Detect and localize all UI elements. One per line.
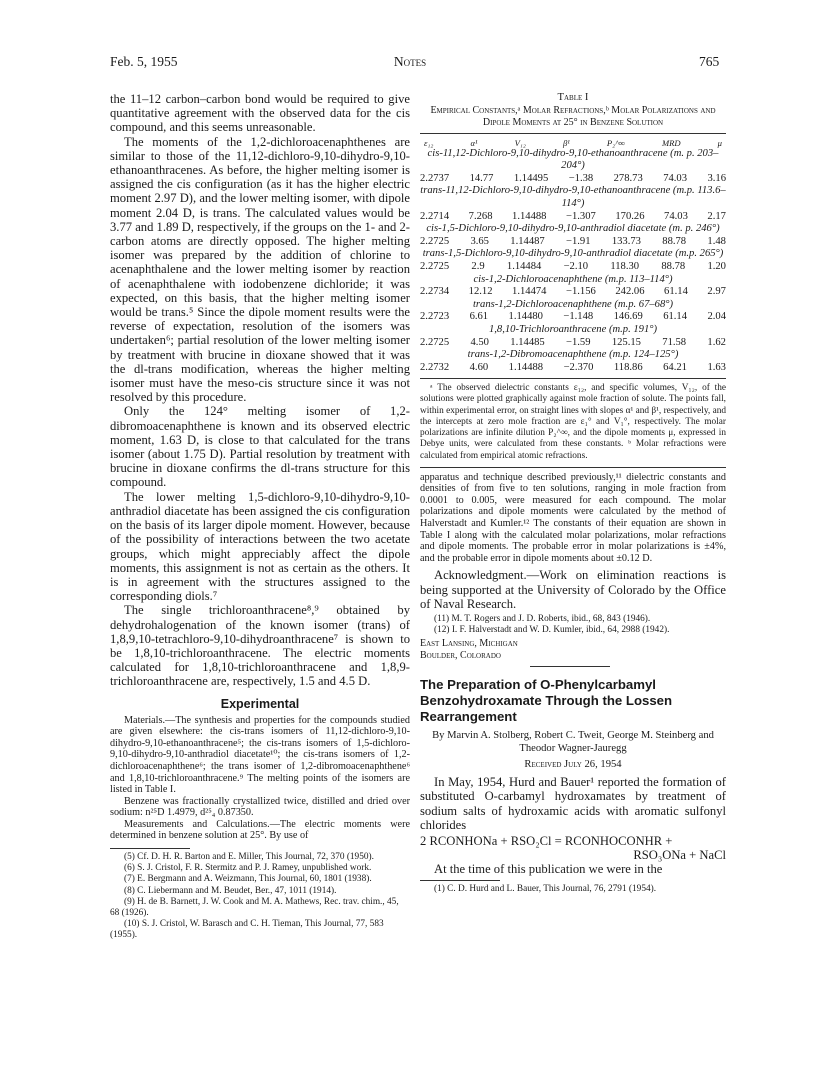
table-cell: 1.14488 — [512, 210, 547, 222]
column-header: ε₁₂ — [424, 137, 434, 148]
footnote: (1) C. D. Hurd and L. Bauer, This Journal, 76, 2791 (1954). — [434, 883, 657, 894]
table-cell: 12.12 — [468, 286, 493, 298]
column-header: V₁₂ — [514, 137, 526, 148]
paragraph: Benzene was fractionally crystallized twice, distilled and dried over sodium: n²⁵D 1.4979, d²⁵₄ 0.87350. — [110, 795, 410, 819]
footnote: (11) M. T. Rogers and J. D. Roberts, ibid., 68, 843 (1946). — [434, 614, 651, 625]
table-cell: 74.03 — [663, 172, 688, 184]
paragraph: At the time of this publication we were in the — [434, 862, 663, 877]
paragraph: In May, 1954, Hurd and Bauer¹ reported the formation of substituted O-carbamyl hydroxamates by treatment of sodium salts of hydroxamic acids with aromatic sulfonyl chlorides — [420, 775, 726, 832]
table-cell: 2.2725 — [420, 336, 450, 348]
table-row — [420, 337, 726, 350]
table-notes: ᵃ The observed dielectric constants ε₁₂, and specific volumes, V₁₂, of the solutions were plotted graphically against mole fraction of solute. The points fall, within experimental error, on straight lines with slopes α¹ and β¹, respectively, and the intercepts at zero mole fraction are ε₁° and V₁°, respectively. The molar polarizations are infinite dilution P₂^∞, and the dipole moments μ, expressed in Debye units, were calculated from these constants. ᵇ Molar refractions were calculated from empirical atomic refractions. — [420, 383, 726, 461]
table-row — [420, 286, 726, 299]
table-cell: 4.60 — [469, 361, 489, 373]
footnote: (8) C. Liebermann and M. Beudet, Ber., 47, 1011 (1914). — [124, 885, 337, 896]
table-cell: 1.14487 — [510, 235, 545, 247]
table-cell: 125.15 — [611, 336, 641, 348]
running-date: Feb. 5, 1955 — [110, 54, 178, 69]
table-cell: 1.20 — [707, 260, 726, 272]
table-cell: 118.30 — [610, 260, 640, 272]
table-row — [420, 362, 726, 375]
table-cell: 4.50 — [470, 336, 489, 348]
footnote-rule — [420, 880, 500, 881]
table-cell: −1.307 — [566, 210, 596, 222]
table-cell: 1.14480 — [508, 311, 543, 323]
column-header: α¹ — [470, 137, 478, 148]
received-date: Received July 26, 1954 — [524, 758, 622, 770]
footnote: (9) H. de B. Barnett, J. W. Cook and M. A. Mathews, Rec. trav. chim., 45, 68 (1926). — [110, 896, 399, 919]
table-cell: −2.370 — [563, 361, 594, 373]
paragraph: apparatus and technique described previously,¹¹ dielectric constants and densities of from five to ten solutions, ranging in mole fraction from 0.0001 to 0.005, were measured for each compound. The molar polarizations and dipole moments were calculated by the method of Halverstadt and Kumler.¹² The constants of their equation are shown in Table I along with the calculated molar polarizations, molar refractions and dipole moments. The probable error in molar polarizations is ±4%, and the probable error in dipole moments about ±0.12 D. — [420, 471, 726, 564]
table-cell: 1.14484 — [506, 260, 542, 272]
compound-name: cis-1,5-Dichloro-9,10-dihydro-9,10-anthradiol diacetate (m. p. 246°) — [426, 223, 720, 235]
affiliation: East Lansing, Michigan — [420, 638, 518, 650]
references — [420, 614, 726, 636]
table-cell: 2.2734 — [420, 286, 450, 298]
paragraph: Materials.—The synthesis and properties for the compounds studied are given elsewhere: the cis-trans isomers of 11,12-dichloro-9,10-dihydro-9,10-ethanoanthracene⁵; the cis-trans isomers of 1,5-dichloro-9,10-dihydro-9,10-anthradiol diacetate¹⁰; the cis-trans isomers of 1,2-dichloroacenaphthene⁶; the trans isomer of 1,2-dibromoacenaphthene⁶ and 1,8,10-trichloroanthracene.⁹ The melting points of the isomers are listed in Table I. — [110, 714, 410, 796]
table-end-rule — [420, 467, 726, 468]
compound-name: trans-1,2-Dichloroacenaphthene (m.p. 67–68°) — [472, 298, 674, 310]
footnote: (5) Cf. D. H. R. Barton and E. Miller, This Journal, 72, 370 (1950). — [124, 852, 374, 863]
compound-name: trans-11,12-Dichloro-9,10-dihydro-9,10-ethanoanthracene (m.p. 113.6–114°) — [420, 185, 726, 209]
table-cell: 146.69 — [613, 311, 643, 323]
table-cell: 278.73 — [613, 172, 643, 184]
table-cell: 61.14 — [663, 311, 688, 323]
table-label: Table I — [557, 92, 589, 103]
table-cell: 133.73 — [611, 235, 641, 247]
table-header — [420, 138, 726, 148]
table-row — [420, 311, 726, 324]
table-cell: 74.03 — [664, 210, 688, 222]
table-cell: 2.2714 — [420, 210, 450, 222]
paragraph: Only the 124° melting isomer of 1,2-dibromoacenaphthene is known and its observed electric moment, 1.63 D, is close to that calculated for the trans isomer (about 1.75 D). Partial resolution by treatment with brucine in dioxane confirms the dl-trans structure for this compound. — [110, 404, 410, 490]
table-cell: 7.268 — [468, 210, 493, 222]
article-authors: By Marvin A. Stolberg, Robert C. Tweit, George M. Steinberg and Theodor Wagner-Jauregg — [432, 730, 714, 755]
table-cell: 6.61 — [469, 311, 489, 323]
table-cell: 61.14 — [664, 286, 688, 298]
compound-name: cis-11,12-Dichloro-9,10-dihydro-9,10-ethanoanthracene (m. p. 203–204°) — [427, 147, 719, 172]
column-header: μ — [717, 137, 722, 148]
compound-name: 1,8,10-Trichloroanthracene (m.p. 191°) — [488, 323, 658, 335]
paragraph: Measurements and Calculations.—The electric moments were determined in benzene solution at 25°. By use of — [110, 818, 410, 842]
column-header: MRD — [661, 137, 681, 148]
table-cell: 88.78 — [661, 260, 686, 272]
table-cell: −1.59 — [566, 336, 591, 348]
footnote-rule — [110, 848, 190, 849]
table-cell: 2.2732 — [420, 361, 450, 373]
table-cell: 64.21 — [663, 361, 687, 373]
footnote: (12) I. F. Halverstadt and W. D. Kumler, ibid., 64, 2988 (1942). — [434, 625, 670, 636]
table-cell: 1.14495 — [513, 172, 549, 184]
footnotes — [110, 852, 410, 942]
table-cell: 3.16 — [707, 172, 726, 184]
table-cell: 170.26 — [615, 210, 645, 222]
table-cell: −1.38 — [568, 172, 594, 184]
table-rule — [420, 378, 726, 379]
equation: RSO₃ONa + NaCl — [633, 848, 726, 863]
acknowledgment: Acknowledgment.—Work on elimination reactions is being supported at the University of Colorado by the Office of Naval Research. — [420, 568, 726, 611]
table-cell: 118.86 — [613, 361, 643, 373]
paragraph: The moments of the 1,2-dichloroacenaphthenes are similar to those of the 11,12-dichloro-9,10-dihydro-9,10-ethanoanthracenes. As before, the higher melting isomer is assigned the cis configuration (as it has the higher electric moment 2.97 D), and the lower melting isomer, with dipole moment 2.04 D, is trans. The calculated values would be 3.77 and 1.89 D, respectively, if the groups on the 1- and 2-carbon atoms are directly opposed. The higher melting isomer was prepared by the addition of chlorine to acenaphthalene and the lower melting isomer by reaction of acenaphthalene with iodobenzene dichloride; it was expected, on this basis, that the higher melting isomer would be trans.⁵ Since the dipole moment results were the reverse of expectation, resolution of the isomers was undertaken⁶; partial resolution of the lower melting isomer by treatment with brucine in dioxane showed that it was the dl-trans modification, whereas the higher melting isomer must have the meso-cis structure since it was not resolved by this procedure. — [110, 134, 410, 405]
paragraph: The single trichloroanthracene⁸,⁹ obtained by dehydrohalogenation of the known isomer (trans) of 1,8,9,10-tetrachloro-9,10-dihydroanthracene⁷ is shown to be 1,8,10-trichloroanthracene. The electric moments calculated for 1,8,10-trichloroanthracene and 1,8,9-trichloroanthracene are, respectively, 1.5 and 4.5 D. — [110, 603, 410, 689]
paragraph: The lower melting 1,5-dichloro-9,10-dihydro-9,10-anthradiol diacetate has been assigned the cis configuration on the basis of its larger dipole moment. However, because of the possibility of interactions between the two acetate groups, which might appreciably affect the dipole moments, this assignment is not as certain as the others. It is in agreement with the structures assigned to the corresponding diols.⁷ — [110, 489, 410, 604]
left-column — [110, 92, 410, 942]
table-cell: 2.97 — [707, 286, 726, 298]
table-row — [420, 236, 726, 249]
table-cell: 1.48 — [707, 235, 726, 247]
footnote: (7) E. Bergmann and A. Weizmann, This Journal, 60, 1801 (1938). — [124, 874, 372, 885]
table-cell: 2.2725 — [420, 260, 450, 272]
footnote: (6) S. J. Cristol, F. R. Stermitz and P. J. Ramey, unpublished work. — [124, 863, 372, 874]
table-cell: −1.156 — [566, 286, 596, 298]
table-cell: 1.14474 — [512, 286, 547, 298]
section-heading: Experimental — [220, 696, 300, 711]
table-cell: 14.77 — [469, 172, 494, 184]
article-divider — [530, 666, 610, 667]
table-cell: 242.06 — [615, 286, 645, 298]
table-rule — [420, 133, 726, 134]
table-cell: 1.62 — [707, 336, 726, 348]
table-cell: 1.14485 — [510, 336, 545, 348]
column-header: β¹ — [562, 137, 570, 148]
footnote: (10) S. J. Cristol, W. Barasch and C. H. Tieman, This Journal, 77, 583 (1955). — [110, 919, 384, 941]
table-cell: −2.10 — [563, 260, 589, 272]
table-cell: −1.91 — [566, 235, 591, 247]
table-body — [420, 148, 726, 375]
compound-name: trans-1,2-Dibromoacenaphthene (m.p. 124–125°) — [467, 349, 679, 361]
table-cell: −1.148 — [563, 311, 594, 323]
table-cell: 1.14488 — [508, 361, 544, 373]
equation: 2 RCONHONa + RSO₂Cl = RCONHOCONHR + — [420, 834, 673, 849]
table-cell: 2.2737 — [420, 172, 450, 184]
table-cell: 2.17 — [707, 210, 726, 222]
column-header: P₂^∞ — [606, 137, 625, 148]
table-cell: 1.63 — [707, 361, 726, 373]
table-row — [420, 173, 726, 186]
compound-name: trans-1,5-Dichloro-9,10-dihydro-9,10-anthradiol diacetate (m.p. 265°) — [422, 248, 724, 260]
table-cell: 2.04 — [707, 311, 726, 323]
table-cell: 2.2725 — [420, 235, 450, 247]
paragraph: the 11–12 carbon–carbon bond would be required to give quantitative agreement with the observed data for the cis compound, and this seems unreasonable. — [110, 92, 410, 135]
compound-name: cis-1,2-Dichloroacenaphthene (m.p. 113–114°) — [473, 273, 673, 285]
article-title: The Preparation of O-Phenylcarbamyl Benzohydroxamate Through the Lossen Rearrangement — [420, 677, 673, 725]
table-cell: 3.65 — [470, 235, 489, 247]
table-caption: Empirical Constants,ᵃ Molar Refractions,ᵇ Molar Polarizations and Dipole Moments at 25° in Benzene Solution — [430, 104, 716, 128]
table-cell: 2.9 — [471, 260, 485, 272]
table-cell: 2.2723 — [420, 311, 450, 323]
table-cell: 88.78 — [662, 235, 687, 247]
table-row — [420, 211, 726, 224]
table-row — [420, 261, 726, 274]
running-section: Notes — [393, 54, 427, 69]
affiliation: Boulder, Colorado — [420, 650, 501, 662]
page-number: 765 — [699, 54, 720, 69]
right-column — [420, 92, 726, 895]
table-cell: 71.58 — [662, 336, 687, 348]
